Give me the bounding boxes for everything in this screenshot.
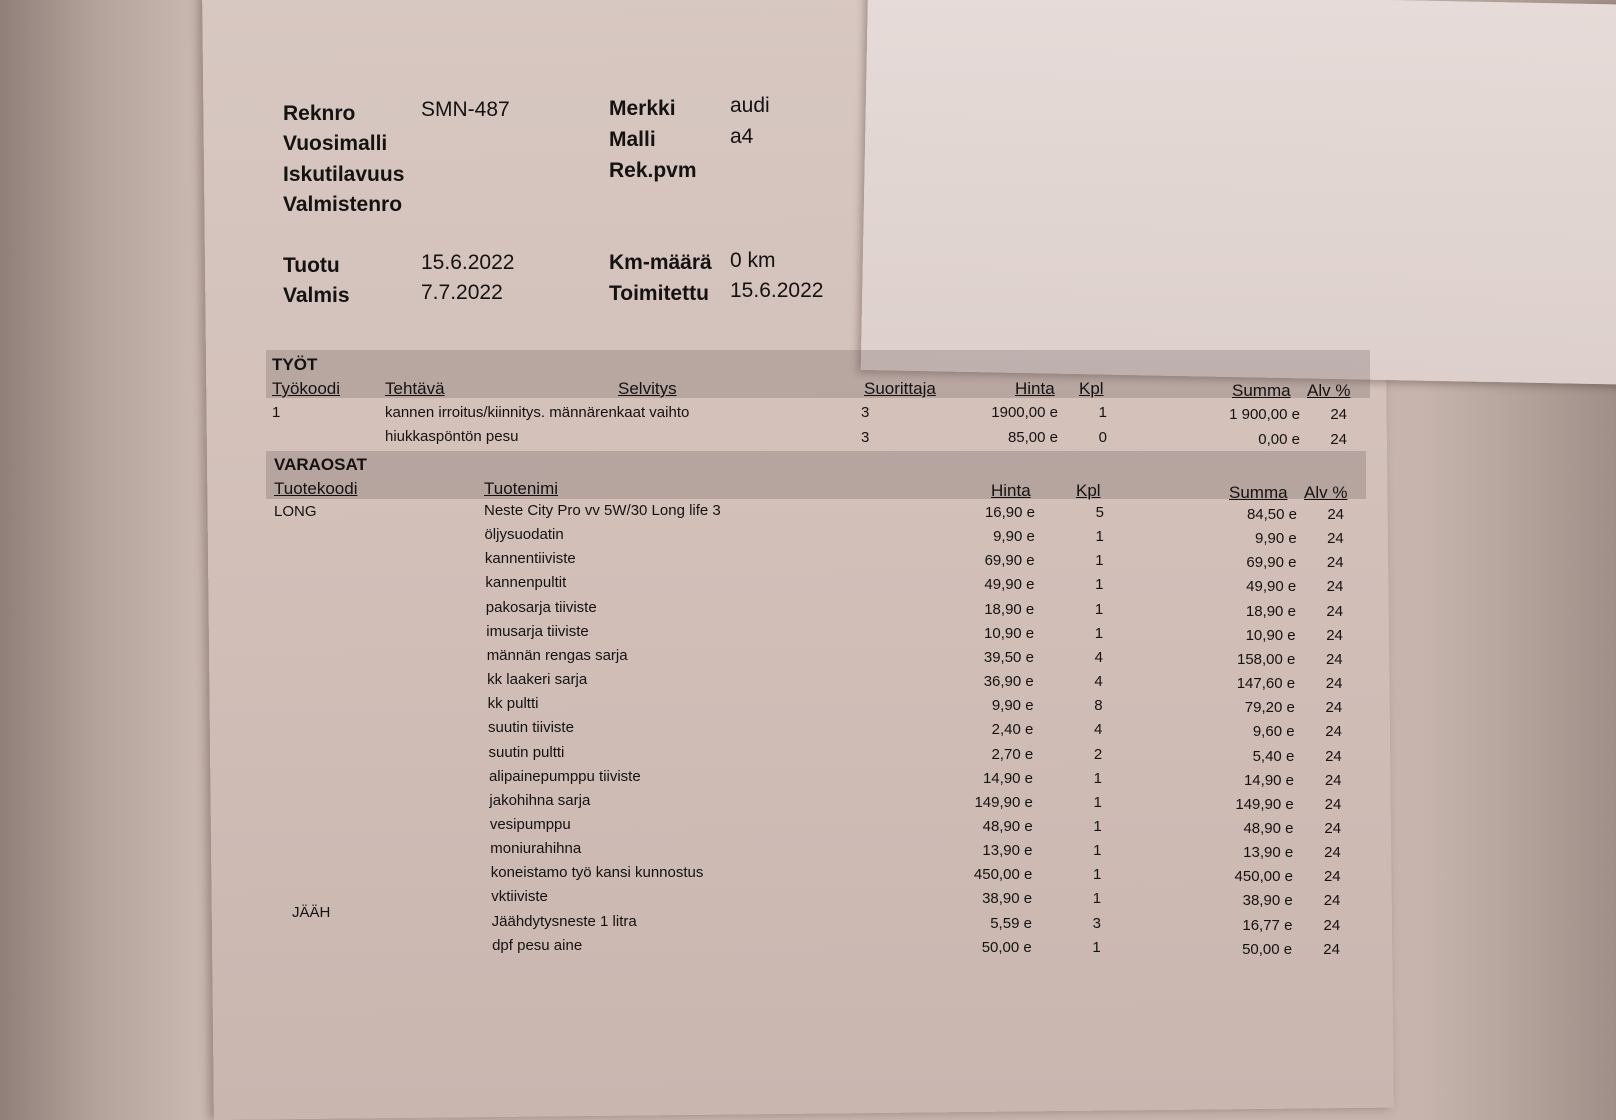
parts-sum-cell: 149,90 e: [1235, 795, 1294, 813]
work-col-performer: Suorittaja: [864, 379, 936, 398]
parts-qty-cell: 1: [1095, 552, 1104, 570]
parts-price-cell: 48,90 e: [982, 817, 1033, 835]
parts-vat-cell: 24: [1327, 506, 1344, 523]
work-price-cell: 85,00 e: [1007, 429, 1058, 446]
malli-value: a4: [730, 125, 754, 148]
parts-price-cell: 16,90 e: [984, 504, 1035, 521]
malli-label: Malli: [609, 128, 656, 151]
parts-name-cell: jakohihna sarja: [489, 791, 591, 809]
parts-sum-cell: 38,90 e: [1242, 892, 1293, 910]
parts-sum-cell: 158,00 e: [1236, 650, 1296, 668]
parts-price-cell: 50,00 e: [981, 938, 1032, 956]
work-performer-cell: 3: [861, 404, 870, 421]
merkki-value: audi: [730, 94, 770, 117]
parts-price-cell: 10,90 e: [984, 624, 1035, 642]
parts-name-cell: dpf pesu aine: [492, 936, 583, 954]
parts-price-cell: 2,40 e: [991, 721, 1034, 739]
parts-sum-cell: 48,90 e: [1243, 819, 1294, 837]
work-col-desc: Selvitys: [618, 379, 677, 398]
valmistenro-label: Valmistenro: [283, 193, 403, 216]
parts-sum-cell: 69,90 e: [1246, 554, 1297, 572]
parts-price-cell: 38,90 e: [982, 890, 1033, 908]
toimitettu-value: 15.6.2022: [730, 279, 824, 302]
parts-price-cell: 5,59 e: [990, 914, 1032, 932]
km-value: 0 km: [730, 249, 776, 272]
parts-name-cell: koneistamo työ kansi kunnostus: [490, 864, 704, 882]
km-label: Km-määrä: [609, 251, 712, 274]
parts-sum-cell: 84,50 e: [1246, 506, 1297, 523]
parts-vat-cell: 24: [1323, 940, 1340, 958]
parts-price-cell: 36,90 e: [983, 673, 1034, 691]
parts-name-cell: pakosarja tiiviste: [485, 598, 597, 616]
parts-qty-cell: 1: [1094, 600, 1104, 618]
work-vat-cell: 24: [1330, 406, 1347, 423]
parts-name-cell: vesipumppu: [489, 815, 571, 833]
work-task-cell: kannen irroitus/kiinnitys. männärenkaat vaihto: [385, 404, 690, 421]
parts-sum-cell: 79,20 e: [1244, 699, 1295, 717]
parts-sum-cell: 5,40 e: [1252, 747, 1295, 765]
parts-qty-cell: 1: [1093, 793, 1102, 811]
parts-code-cell: LONG: [274, 503, 317, 520]
merkki-label: Merkki: [609, 97, 676, 120]
parts-qty-cell: 1: [1092, 866, 1102, 884]
iskutilavuus-label: Iskutilavuus: [283, 163, 405, 186]
parts-price-cell: 9,90 e: [991, 697, 1034, 715]
parts-name-cell: Neste City Pro vv 5W/30 Long life 3: [484, 502, 721, 519]
work-col-task: Tehtävä: [385, 379, 445, 398]
parts-price-cell: 13,90 e: [982, 842, 1033, 860]
parts-sum-cell: 16,77 e: [1242, 916, 1293, 934]
work-col-price: Hinta: [1015, 379, 1055, 398]
parts-vat-cell: 24: [1327, 530, 1344, 548]
parts-name-cell: kk laakeri sarja: [487, 671, 588, 689]
parts-name-cell: kannenpultit: [485, 574, 567, 592]
parts-vat-cell: 24: [1325, 723, 1342, 741]
work-sum-cell: 0,00 e: [1258, 431, 1300, 448]
work-qty-cell: 0: [1098, 429, 1107, 446]
parts-sum-cell: 9,60 e: [1252, 723, 1295, 741]
parts-name-cell: männän rengas sarja: [486, 646, 628, 664]
valmis-value: 7.7.2022: [421, 281, 503, 304]
parts-vat-cell: 24: [1324, 795, 1342, 813]
parts-sum-cell: 14,90 e: [1243, 771, 1295, 789]
parts-name-cell: suutin tiiviste: [488, 719, 574, 737]
work-task-cell: hiukkaspöntön pesu: [385, 428, 519, 445]
work-vat-cell: 24: [1330, 431, 1347, 448]
work-sum-cell: 1 900,00 e: [1229, 406, 1300, 423]
parts-qty-cell: 1: [1093, 817, 1102, 835]
parts-sum-cell: 18,90 e: [1245, 602, 1296, 620]
parts-vat-cell: 24: [1323, 916, 1341, 934]
work-price-cell: 1900,00 e: [991, 404, 1058, 421]
parts-col-sum: Summa: [1229, 483, 1288, 502]
parts-qty-cell: 4: [1094, 673, 1103, 691]
parts-vat-cell: 24: [1326, 578, 1344, 596]
parts-sum-cell: 147,60 e: [1236, 675, 1296, 693]
toimitettu-label: Toimitettu: [609, 282, 709, 305]
parts-price-cell: 2,70 e: [991, 745, 1034, 763]
parts-qty-cell: 1: [1095, 528, 1104, 546]
parts-header-band: [266, 451, 1366, 499]
valmis-label: Valmis: [283, 284, 350, 307]
parts-name-cell: vktiiviste: [491, 888, 548, 906]
parts-vat-cell: 24: [1324, 844, 1341, 862]
work-code-cell: 1: [272, 404, 281, 421]
parts-name-cell: imusarja tiiviste: [486, 622, 589, 640]
parts-name-cell: öljysuodatin: [484, 526, 564, 544]
parts-price-cell: 149,90 e: [974, 793, 1033, 811]
parts-sum-cell: 13,90 e: [1243, 844, 1294, 862]
parts-qty-cell: 1: [1095, 576, 1104, 594]
parts-price-cell: 450,00 e: [973, 866, 1033, 884]
parts-qty-cell: 1: [1093, 769, 1103, 787]
parts-qty-cell: 2: [1093, 745, 1103, 763]
overlapping-sheet: [861, 0, 1616, 385]
parts-col-price: Hinta: [991, 481, 1031, 500]
parts-vat-cell: 24: [1323, 892, 1341, 910]
reknro-value: SMN-487: [421, 98, 510, 121]
parts-qty-cell: 4: [1094, 721, 1103, 739]
reknro-label: Reknro: [283, 102, 356, 125]
parts-qty-cell: 4: [1094, 648, 1103, 666]
parts-price-cell: 39,50 e: [983, 648, 1034, 666]
work-col-vat: Alv %: [1307, 381, 1351, 400]
parts-price-cell: 49,90 e: [984, 576, 1035, 594]
parts-vat-cell: 24: [1324, 819, 1342, 837]
parts-vat-cell: 24: [1325, 699, 1343, 717]
parts-qty-cell: 5: [1095, 504, 1104, 521]
parts-sum-cell: 50,00 e: [1242, 940, 1293, 958]
parts-sum-cell: 450,00 e: [1234, 868, 1293, 886]
work-col-sum: Summa: [1232, 381, 1291, 400]
parts-price-cell: 69,90 e: [984, 552, 1035, 570]
parts-col-qty: Kpl: [1076, 481, 1101, 500]
parts-qty-cell: 1: [1094, 624, 1104, 642]
parts-price-cell: 14,90 e: [982, 769, 1034, 787]
parts-price-cell: 9,90 e: [993, 528, 1035, 546]
parts-vat-cell: 24: [1326, 626, 1343, 644]
parts-name-cell: suutin pultti: [488, 743, 565, 761]
parts-qty-cell: 1: [1092, 938, 1101, 956]
parts-sum-cell: 49,90 e: [1246, 578, 1297, 596]
parts-vat-cell: 24: [1326, 554, 1344, 572]
parts-qty-cell: 3: [1092, 914, 1101, 932]
parts-col-name: Tuotenimi: [484, 479, 559, 498]
parts-code-cell: JÄÄH: [292, 903, 331, 921]
parts-section-title: VARAOSAT: [274, 455, 367, 474]
parts-vat-cell: 24: [1325, 650, 1343, 668]
parts-name-cell: kannentiiviste: [484, 550, 576, 568]
parts-vat-cell: 24: [1324, 771, 1342, 789]
work-col-qty: Kpl: [1079, 379, 1104, 398]
parts-name-cell: Jäähdytysneste 1 litra: [491, 912, 637, 930]
parts-qty-cell: 1: [1093, 842, 1102, 860]
parts-vat-cell: 24: [1323, 868, 1341, 886]
work-qty-cell: 1: [1098, 404, 1107, 421]
parts-vat-cell: 24: [1325, 747, 1342, 765]
parts-qty-cell: 1: [1092, 890, 1102, 908]
parts-name-cell: kk pultti: [487, 695, 539, 713]
tuotu-label: Tuotu: [283, 254, 340, 277]
tuotu-value: 15.6.2022: [421, 251, 515, 274]
rekpvm-label: Rek.pvm: [609, 159, 697, 182]
parts-qty-cell: 8: [1094, 697, 1103, 715]
parts-vat-cell: 24: [1326, 602, 1344, 620]
parts-col-code: Tuotekoodi: [274, 479, 358, 498]
vuosimalli-label: Vuosimalli: [283, 132, 388, 155]
parts-name-cell: alipainepumppu tiiviste: [488, 767, 641, 785]
parts-sum-cell: 10,90 e: [1245, 626, 1296, 644]
work-performer-cell: 3: [861, 429, 870, 446]
parts-col-vat: Alv %: [1304, 483, 1348, 502]
parts-name-cell: moniurahihna: [490, 840, 582, 858]
work-col-code: Työkoodi: [272, 379, 341, 398]
work-section-title: TYÖT: [272, 355, 318, 374]
parts-price-cell: 18,90 e: [984, 600, 1035, 618]
parts-sum-cell: 9,90 e: [1255, 530, 1297, 548]
parts-vat-cell: 24: [1325, 675, 1343, 693]
